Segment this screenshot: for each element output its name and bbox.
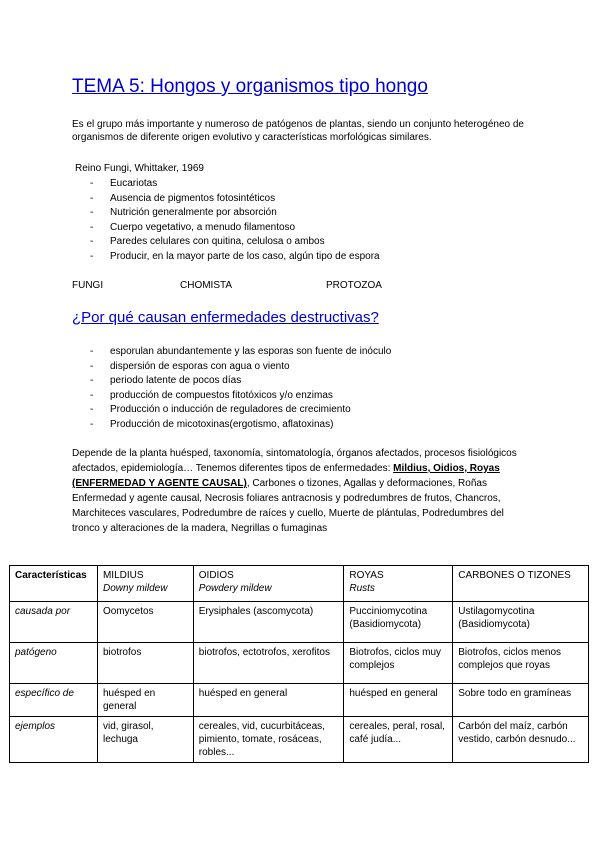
paragraph-bold: Mildius, Oidios, Royas (ENFERMEDAD Y AGENTE CAUSAL) [72, 463, 500, 489]
list-item: - Cuerpo vegetativo, a menudo filamentoso [90, 221, 380, 236]
row-label: patógeno [10, 643, 98, 684]
section-question-heading: ¿Por qué causan enfermedades destructivas? [72, 309, 379, 326]
table-row [10, 602, 589, 643]
header-cell [453, 566, 589, 602]
disease-types-paragraph [72, 446, 532, 536]
list-item: - periodo latente de pocos días [90, 374, 391, 389]
table-row [10, 643, 589, 684]
intro-paragraph: Es el grupo más importante y numeroso de patógenos de plantas, siendo un conjunto heterogéneo de organismos de diferente origen evolutivo y características morfológicas similares. [72, 119, 524, 144]
row-label: específico de [10, 684, 98, 717]
header-cell [97, 566, 193, 602]
list-item: - producción de compuestos fitotóxicos y/o enzimas [90, 389, 391, 404]
table-cell: huésped en general [193, 684, 344, 717]
paragraph-end: , Carbones o tizones, Agallas y deformaciones, Roñas Enfermedad y agente causal, Necrosis foliares antracnosis y podredumbres de frutos, Chancros, Marchiteces vasculares, Podredumbre de raíces y cuello, Muerte de plántulas, Podredumbres del tronco y alteraciones de la madera, Negrillas o fumaginas [72, 478, 504, 534]
header-cell [193, 566, 344, 602]
table-cell: biotrofos, ectotrofos, xerofitos [193, 643, 344, 684]
row-label: ejemplos [10, 717, 98, 763]
kingdom-chomista: CHOMISTA [180, 280, 233, 291]
reference-line: Reino Fungi, Whittaker, 1969 [75, 163, 204, 174]
header-cell [344, 566, 453, 602]
header-sub: Downy mildew [102, 583, 168, 594]
header-label: Características [10, 566, 98, 602]
list-item: - Producción de micotoxinas(ergotismo, aflatoxinas) [90, 418, 391, 433]
table-cell: huésped en general [97, 684, 193, 717]
table-row [10, 684, 589, 717]
table-cell: Ustilagomycotina (Basidiomycota) [453, 602, 589, 643]
kingdom-protozoa: PROTOZOA [326, 280, 382, 291]
page-title: TEMA 5: Hongos y organismos tipo hongo [72, 76, 428, 97]
table-cell: biotrofos [97, 643, 193, 684]
paragraph-start: Depende de la planta huésped, taxonomía, sintomatología, órganos afectados, procesos fisiológicos afectados, epidemiología… Tenemos diferentes tipos de enfermedades: [72, 448, 517, 474]
table-cell: Sobre todo en gramíneas [453, 684, 589, 717]
list-item: - Ausencia de pigmentos fotosintéticos [90, 192, 380, 207]
table-row [10, 717, 589, 763]
header-name: MILDIUS [102, 570, 144, 581]
row-label: causada por [10, 602, 98, 643]
table-header-row [10, 566, 589, 602]
kingdom-fungi: FUNGI [72, 280, 104, 291]
list-item: - esporulan abundantemente y las esporas son fuente de inóculo [90, 345, 391, 360]
table-cell: Carbón del maíz, carbón vestido, carbón desnudo... [453, 717, 589, 763]
list-item: - Nutrición generalmente por absorción [90, 206, 380, 221]
header-name: ROYAS [349, 570, 384, 581]
header-sub: Rusts [349, 583, 375, 594]
list-item: - Producción o inducción de reguladores de crecimiento [90, 403, 391, 418]
list-item: - Producir, en la mayor parte de los caso, algún tipo de espora [90, 250, 380, 265]
reasons-list [90, 345, 391, 432]
table-cell: cereales, vid, cucurbitáceas, pimiento, tomate, rosáceas, robles... [193, 717, 344, 763]
header-sub: Powdery mildew [198, 583, 272, 594]
list-item: - Paredes celulares con quitina, celulosa o ambos [90, 235, 380, 250]
table-cell: Biotrofos, ciclos muy complejos [344, 643, 453, 684]
comparison-table [9, 565, 589, 763]
header-name: CARBONES O TIZONES [458, 570, 571, 581]
list-item: - Eucariotas [90, 177, 380, 192]
table-cell: vid, girasol, lechuga [97, 717, 193, 763]
table-cell: Pucciniomycotina (Basidiomycota) [344, 602, 453, 643]
table-cell: huésped en general [344, 684, 453, 717]
table-cell: Erysiphales (ascomycota) [193, 602, 344, 643]
table-cell: cereales, peral, rosal, café judía... [344, 717, 453, 763]
table-cell: Biotrofos, ciclos menos complejos que royas [453, 643, 589, 684]
table-cell: Oomycetos [97, 602, 193, 643]
list-item: - dispersión de esporas con agua o viento [90, 360, 391, 375]
header-name: OIDIOS [198, 570, 234, 581]
characteristics-list [90, 177, 380, 264]
